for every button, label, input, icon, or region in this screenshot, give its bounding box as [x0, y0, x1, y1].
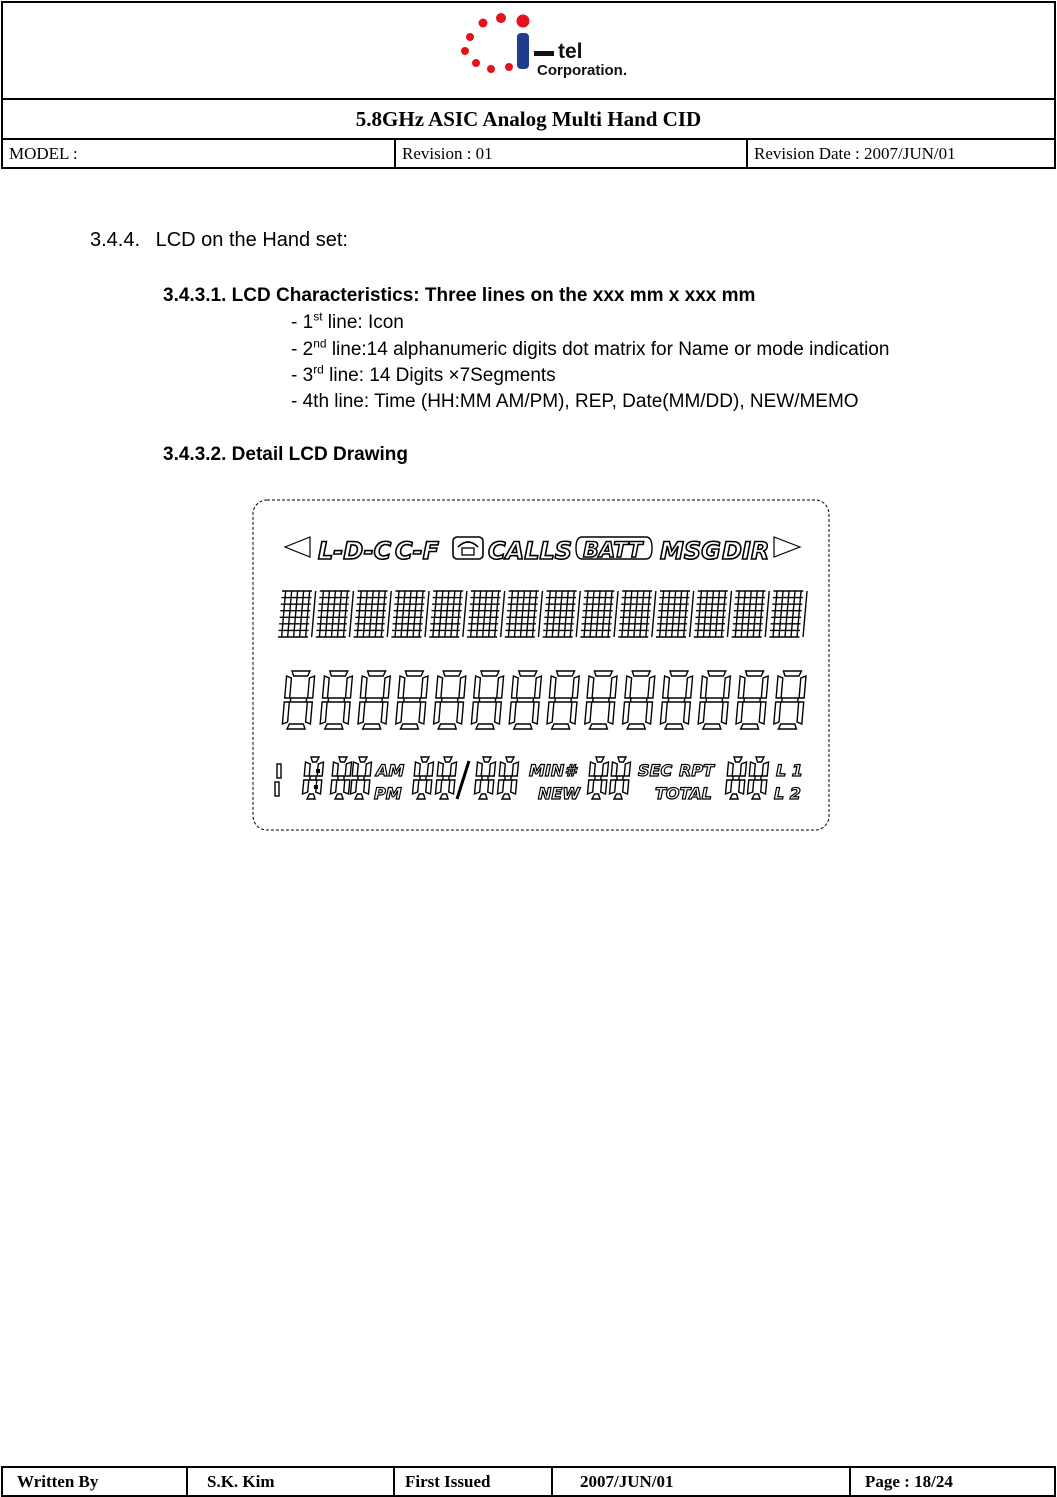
- first-issued-label: First Issued: [395, 1468, 553, 1495]
- seven-segment-digit: [547, 671, 579, 729]
- seven-segment-digit: [698, 671, 730, 729]
- dot-matrix-cell: [467, 591, 505, 637]
- spec-line-1: - 1st line: Icon: [291, 309, 404, 333]
- dot-matrix-cell: [618, 591, 656, 637]
- seven-segment-digit: [726, 757, 747, 799]
- dot-matrix-cell: [278, 591, 316, 637]
- seven-segment-digit: [509, 671, 541, 729]
- date-slash: [457, 761, 469, 799]
- seven-segment-digit: [475, 757, 496, 799]
- svg-text:BATT: BATT: [583, 538, 643, 562]
- seven-segment-digit: [774, 671, 806, 729]
- company-logo: [458, 11, 638, 83]
- seven-segment-digit: [413, 757, 434, 799]
- hour-one-segment: [275, 782, 279, 796]
- total-label: TOTAL: [655, 784, 712, 803]
- seven-segment-digit: [358, 671, 390, 729]
- hour-one-segment: [277, 764, 281, 778]
- seven-segment-digit: [396, 671, 428, 729]
- lcd-drawing: [252, 499, 830, 831]
- sec-label: SEC: [638, 761, 673, 780]
- seven-segment-digit: [471, 671, 503, 729]
- dot-matrix-cell: [391, 591, 429, 637]
- cf-icon: C-F: [395, 537, 439, 565]
- seven-segment-digit: [320, 671, 352, 729]
- dot-matrix-cell: [580, 591, 618, 637]
- spec-line-4: - 4th line: Time (HH:MM AM/PM), REP, Date(MM/DD), NEW/MEMO: [291, 391, 859, 412]
- document-title: 5.8GHz ASIC Analog Multi Hand CID: [3, 100, 1054, 140]
- section-heading: [90, 229, 348, 252]
- colon-dot: [314, 785, 318, 789]
- revision-row: [3, 140, 1054, 167]
- new-label: NEW: [538, 784, 580, 803]
- seven-segment-digit: [588, 757, 609, 799]
- l2-label: L 2: [774, 784, 801, 803]
- pm-label: PM: [374, 784, 402, 803]
- revision-date: Revision Date : 2007/JUN/01: [754, 144, 956, 163]
- dot-matrix-cell: [694, 591, 732, 637]
- seven-segment-digit: [610, 757, 631, 799]
- dot-matrix-cell: [505, 591, 543, 637]
- seven-segment-row: [282, 671, 806, 729]
- hash-label: #: [565, 761, 577, 780]
- document-footer: [1, 1466, 1056, 1497]
- seven-segment-digit: [303, 757, 324, 799]
- section-title: LCD on the Hand set:: [155, 229, 348, 251]
- calls-icon: CALLS: [488, 537, 573, 565]
- am-label: AM: [376, 761, 405, 780]
- section-number: 3.4.4.: [90, 229, 141, 251]
- lcd-characteristics-heading: 3.4.3.1. LCD Characteristics: Three lines on the xxx mm x xxx mm: [163, 285, 756, 306]
- seven-segment-digit: [351, 757, 372, 799]
- page-number: Page : 18/24: [865, 1472, 953, 1491]
- model-label: MODEL :: [3, 140, 396, 167]
- svg-text:Corporation.: Corporation.: [537, 62, 627, 79]
- seven-segment-digit: [660, 671, 692, 729]
- msg-icon: MSG: [660, 537, 721, 565]
- seven-segment-digit: [436, 757, 457, 799]
- right-arrow-icon: [774, 537, 800, 557]
- lcd-drawing-heading: 3.4.3.2. Detail LCD Drawing: [163, 444, 408, 465]
- battery-icon: [576, 537, 652, 562]
- dot-matrix-cell: [354, 591, 392, 637]
- svg-text:tel: tel: [558, 40, 583, 63]
- status-row: [275, 757, 803, 803]
- first-issued-date: 2007/JUN/01: [553, 1468, 851, 1495]
- dot-matrix-cell: [543, 591, 581, 637]
- dot-matrix-cell: [656, 591, 694, 637]
- spec-line-2: - 2nd line:14 alphanumeric digits dot matrix for Name or mode indication: [291, 336, 890, 360]
- min-label: MIN: [529, 761, 565, 780]
- left-arrow-icon: [285, 537, 310, 557]
- colon-dot: [316, 769, 320, 773]
- dot-matrix-cell: [732, 591, 770, 637]
- rpt-label: RPT: [679, 761, 714, 780]
- icon-row: [285, 537, 800, 565]
- phone-icon: [453, 537, 483, 559]
- seven-segment-digit: [282, 671, 314, 729]
- seven-segment-digit: [434, 671, 466, 729]
- revision-number: Revision : 01: [396, 140, 748, 167]
- spec-line-3: - 3rd line: 14 Digits ×7Segments: [291, 362, 556, 386]
- ldc-icon: L-D-C: [318, 537, 392, 565]
- seven-segment-digit: [498, 757, 519, 799]
- l1-label: L 1: [776, 761, 803, 780]
- seven-segment-digit: [623, 671, 655, 729]
- logo-cell: [3, 3, 1054, 100]
- written-by-label: Written By: [3, 1468, 188, 1495]
- document-header: [1, 1, 1056, 169]
- dot-matrix-row: [278, 591, 807, 637]
- dot-matrix-cell: [429, 591, 467, 637]
- dot-matrix-cell: [316, 591, 354, 637]
- author-name: S.K. Kim: [188, 1468, 395, 1495]
- seven-segment-digit: [585, 671, 617, 729]
- seven-segment-digit: [331, 757, 352, 799]
- dot-matrix-cell: [769, 591, 807, 637]
- seven-segment-digit: [748, 757, 769, 799]
- dir-icon: DIR: [722, 537, 770, 565]
- seven-segment-digit: [736, 671, 768, 729]
